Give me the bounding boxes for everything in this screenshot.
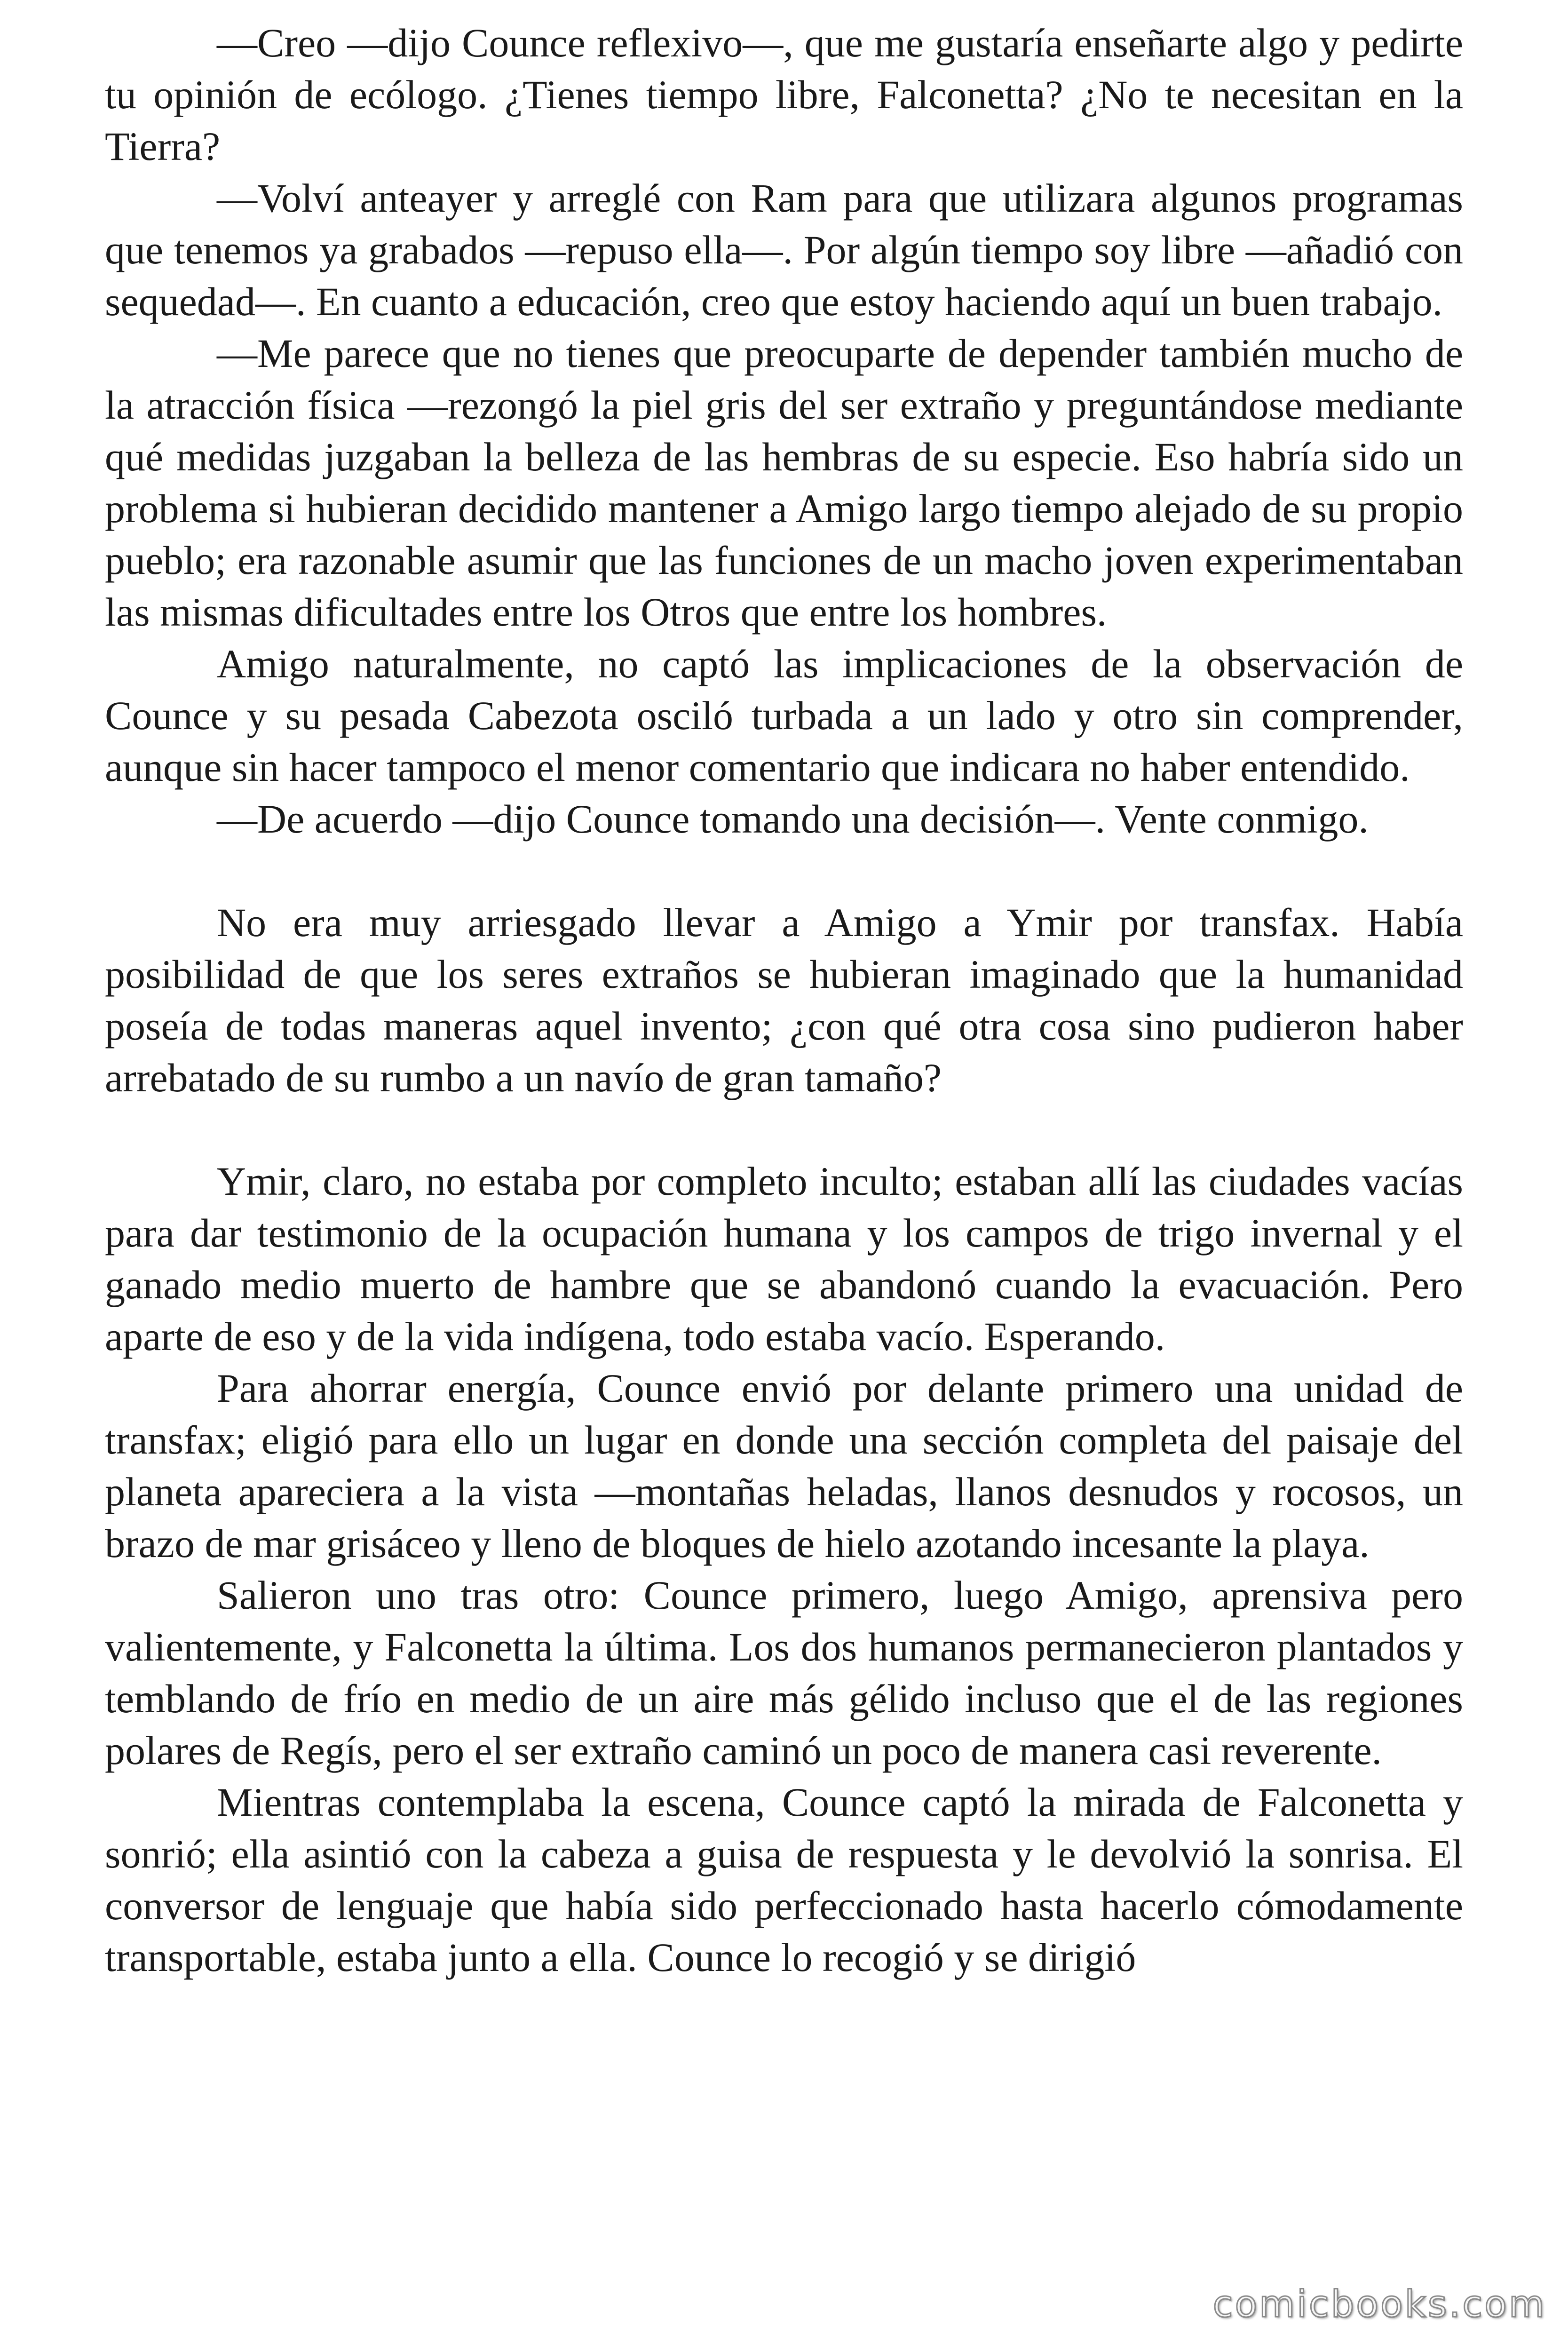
paragraph: Salieron uno tras otro: Counce primero, luego Amigo, aprensiva pero valientemente, y Falconetta la última. Los dos humanos permanecieron plantados y temblando de frío en medio de un aire más gélido incluso que el de las regiones polares de Regís, pero el ser extraño caminó un poco de manera casi reverente. (105, 1573, 1463, 1773)
paragraph: Ymir, claro, no estaba por completo inculto; estaban allí las ciudades vacías para dar testimonio de la ocupación humana y los campos de trigo invernal y el ganado medio muerto de hambre que se abandonó cuando la evacuación. Pero aparte de eso y de la vida indígena, todo estaba vacío. Esperando. (105, 1159, 1463, 1359)
paragraph: —Me parece que no tienes que preocuparte de depender también mucho de la atracción física —rezongó la piel gris del ser extraño y preguntándose mediante qué medidas juzgaban la belleza de las hembras de su especie. Eso habría sido un problema si hubieran decidido mantener a Amigo largo tiempo alejado de su propio pueblo; era razonable asumir que las funciones de un macho joven experimentaban las mismas dificultades entre los Otros que entre los hombres. (105, 331, 1463, 635)
paragraph: —Volví anteayer y arreglé con Ram para que utilizara algunos programas que tenemos ya grabados —repuso ella—. Por algún tiempo soy libre —añadió con sequedad—. En cuanto a educación, creo que estoy haciendo aquí un buen trabajo. (105, 175, 1463, 324)
paragraph: Mientras contemplaba la escena, Counce captó la mirada de Falconetta y sonrió; ella asintió con la cabeza a guisa de respuesta y le devolvió la sonrisa. El conversor de lenguaje que había sido perfeccionado hasta hacerlo cómodamente transportable, estaba junto a ella. Counce lo recogió y se dirigió (105, 1780, 1463, 1980)
paragraph: Para ahorrar energía, Counce envió por delante primero una unidad de transfax; eligió para ello un lugar en donde una sección completa del paisaje del planeta apareciera a la vista —montañas heladas, llanos desnudos y rocosos, un brazo de mar grisáceo y lleno de bloques de hielo azotando incesante la playa. (105, 1366, 1463, 1566)
page-text (105, 17, 1463, 1983)
watermark: comicbooks.com (1212, 2283, 1546, 2326)
paragraph: —De acuerdo —dijo Counce tomando una decisión—. Vente conmigo. (217, 796, 1369, 842)
paragraph: Amigo naturalmente, no captó las implicaciones de la observación de Counce y su pesada Cabezota osciló turbada a un lado y otro sin comprender, aunque sin hacer tampoco el menor comentario que indicara no haber entendido. (105, 641, 1463, 790)
paragraph: —Creo —dijo Counce reflexivo—, que me gustaría enseñarte algo y pedirte tu opinión de ecólogo. ¿Tienes tiempo libre, Falconetta? ¿No te necesitan en la Tierra? (105, 20, 1463, 169)
paragraph: No era muy arriesgado llevar a Amigo a Ymir por transfax. Había posibilidad de que los seres extraños se hubieran imaginado que la humanidad poseía de todas maneras aquel invento; ¿con qué otra cosa sino pudieron haber arrebatado de su rumbo a un navío de gran tamaño? (105, 900, 1463, 1100)
